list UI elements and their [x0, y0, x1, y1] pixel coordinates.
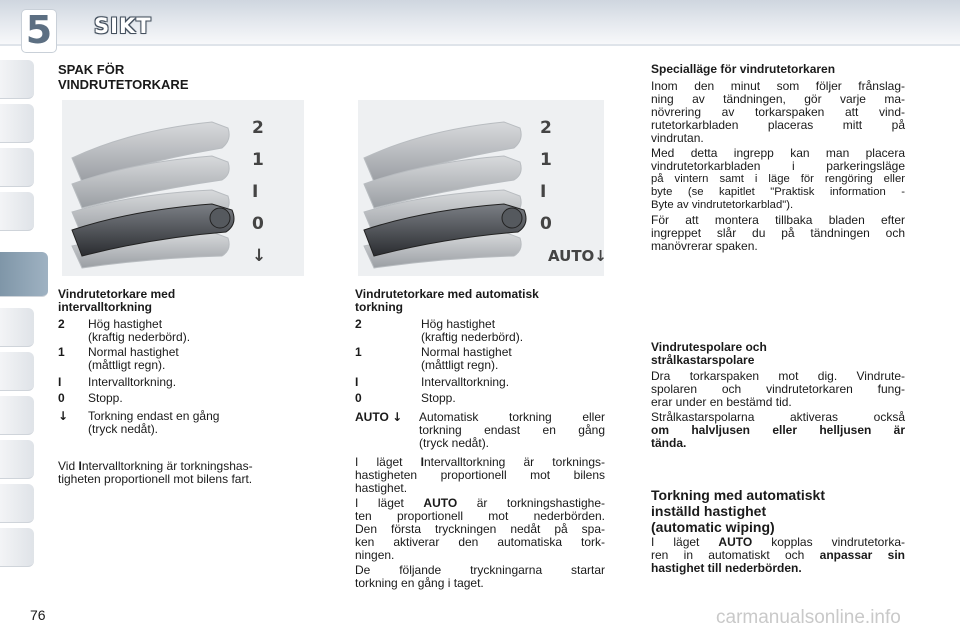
- chapter-tab[interactable]: [0, 308, 34, 347]
- para-text: på vintern samt i läge för rengöring eller: [651, 173, 905, 185]
- subheading-washer: [651, 341, 767, 367]
- auto-text-line: torkning endast en gång: [419, 423, 605, 437]
- position-label: 2: [252, 118, 264, 138]
- chapter-tab[interactable]: [0, 352, 34, 391]
- para-text: vindrutetorkarbladen i parkeringsläge: [651, 159, 905, 173]
- para-text: növrering av torkarspaken att vind-: [651, 105, 905, 119]
- para-text: I läget: [355, 496, 424, 510]
- special-mode-text: [651, 80, 905, 253]
- para-text: Dra torkarspaken mot dig. Vindrute-: [651, 369, 905, 383]
- list-item: [355, 346, 605, 372]
- heading-line: (automatic wiping): [651, 519, 775, 535]
- list-item: [58, 318, 308, 344]
- wiper-stalk-illustration-interval: [62, 100, 304, 276]
- list-item-key: 2: [58, 317, 65, 331]
- section-title: SIKT: [94, 14, 152, 38]
- subheading-interval: [58, 288, 175, 314]
- subheading-line: Vindrutetorkare med automatisk: [355, 287, 539, 301]
- list-item-text: Normal hastighet: [421, 345, 512, 359]
- para-text: Byte av vindrutetorkarblad").: [651, 199, 794, 211]
- heading-line: Torkning med automatiskt: [651, 487, 825, 503]
- para-text: Inom den minut som följer frånslag-: [651, 79, 905, 93]
- list-item-key: 0: [355, 391, 362, 405]
- position-label-auto: AUTO↓: [548, 247, 607, 265]
- para-text: torkning en gång i taget.: [355, 576, 484, 590]
- para-bold: hastighet till nederbörden.: [651, 561, 802, 575]
- list-item-text: Stopp.: [421, 391, 456, 405]
- auto-paragraphs: [355, 456, 605, 590]
- chapter-tab[interactable]: [0, 192, 34, 231]
- list-item: [58, 376, 308, 389]
- list-item-text: (tryck nedåt).: [88, 422, 159, 436]
- list-item-key: I: [355, 375, 359, 389]
- wiper-stalk-drawing: [62, 100, 304, 276]
- stalk-knob: [502, 208, 522, 228]
- chapter-tab[interactable]: [0, 528, 34, 567]
- para-text: Med detta ingrepp kan man placera: [651, 146, 905, 160]
- list-item-text: Stopp.: [88, 391, 123, 405]
- para-text: ten proportionell mot nederbörden.: [355, 509, 605, 523]
- list-item: [58, 410, 308, 436]
- list-item-key: 1: [58, 345, 65, 359]
- para-text: byte (se kapitlet "Praktisk information -: [651, 186, 905, 198]
- para-bold: om halvljusen eller helljusen är: [651, 423, 905, 437]
- para-text: manövrerar spaken.: [651, 239, 758, 253]
- watermark-text: carmanualsonline.info: [716, 607, 901, 628]
- para-text: För att montera tillbaka bladen efter: [651, 213, 905, 227]
- chapter-tab[interactable]: [0, 484, 34, 523]
- position-label: I: [540, 182, 547, 202]
- stalk-knob: [210, 208, 230, 228]
- chapter-tab-strip: [0, 46, 34, 586]
- down-arrow-icon: ↓: [58, 409, 69, 423]
- para-text: hastigheten proportionell mot bilens: [355, 468, 605, 482]
- list-item: [355, 318, 605, 344]
- interval-position-list: [58, 318, 308, 448]
- interval-note: [58, 460, 310, 486]
- subheading-line: Vindrutetorkare med: [58, 287, 176, 301]
- list-item-text: (kraftig nederbörd).: [88, 330, 191, 344]
- stalk-position-labels: [252, 112, 266, 272]
- down-arrow-icon: ↓: [392, 410, 403, 424]
- para-text: ingreppet slår du på tändningen och: [651, 226, 905, 240]
- para-text: erar under en bestämd tid.: [651, 395, 792, 409]
- note-text: tigheten proportionell mot bilens fart.: [58, 472, 253, 486]
- list-item-key: 0: [58, 391, 65, 405]
- list-item-text: Normal hastighet: [88, 345, 179, 359]
- para-text: ken aktiverar den automatiska tork-: [355, 535, 605, 549]
- position-label: ↓: [252, 246, 267, 266]
- heading-line: inställd hastighet: [651, 503, 767, 519]
- note-bold: I: [78, 459, 82, 473]
- chapter-tab[interactable]: [0, 104, 34, 143]
- list-item-text: (kraftig nederbörd).: [421, 330, 524, 344]
- para-text: I läget: [355, 455, 421, 469]
- position-label: 1: [252, 150, 264, 170]
- subheading-special: Specialläge för vindrutetorkaren: [651, 62, 836, 76]
- heading-automatic-wiping: [651, 487, 825, 535]
- list-item: [355, 376, 605, 389]
- auto-key-label: AUTO: [355, 410, 389, 424]
- para-text: ningen.: [355, 548, 395, 562]
- subheading-line: Vindrutespolare och: [651, 340, 767, 354]
- position-label: 0: [252, 214, 264, 234]
- position-label: I: [252, 182, 259, 202]
- position-label: 0: [540, 214, 552, 234]
- list-item: [355, 392, 605, 405]
- para-text: Den första tryckningen nedåt på spa-: [355, 522, 605, 536]
- subheading-line: intervalltorkning: [58, 300, 153, 314]
- para-bold: tända.: [651, 436, 687, 450]
- para-text: rutetorkarbladen placeras mitt på: [651, 118, 905, 132]
- para-text: ning av tändningen, gör varje ma-: [651, 92, 905, 106]
- list-item: [58, 346, 308, 372]
- list-item-text: (måttligt regn).: [421, 358, 499, 372]
- para-text: ntervalltorkning är torknings-: [423, 455, 605, 469]
- list-item-key: 2: [355, 317, 362, 331]
- list-item-text: Intervalltorkning.: [88, 375, 177, 389]
- para-text: I läget: [651, 535, 719, 549]
- para-text: är torkningshastighe-: [457, 496, 605, 510]
- list-item-text: Torkning endast en gång: [88, 409, 220, 423]
- para-text: spolaren och vindrutetorkaren fung-: [651, 382, 905, 396]
- main-heading: [58, 62, 189, 92]
- position-label: 1: [540, 150, 552, 170]
- para-bold: I: [420, 455, 424, 469]
- stalk-position-labels: [540, 112, 607, 272]
- subheading-auto: [355, 288, 539, 314]
- para-bold: anpassar sin: [819, 548, 905, 562]
- chapter-tab[interactable]: [0, 148, 34, 187]
- note-text: Vid: [58, 459, 79, 473]
- auto-item-text: [419, 411, 605, 450]
- subheading-line: strålkastarspolare: [651, 353, 755, 367]
- note-text: ntervalltorkning är torkningshas-: [81, 459, 253, 473]
- automatic-wiping-text: [651, 536, 905, 575]
- para-bold: AUTO: [718, 535, 753, 549]
- auto-text-line: Automatisk torkning eller: [419, 410, 605, 424]
- para-text: Strålkastarspolarna aktiveras också: [651, 410, 905, 424]
- auto-item: [355, 411, 605, 453]
- header-divider: [0, 44, 960, 46]
- chapter-tab[interactable]: [0, 60, 34, 99]
- para-text: hastighet.: [355, 481, 408, 495]
- auto-position-list: [355, 318, 605, 410]
- chapter-tab[interactable]: [0, 396, 34, 435]
- chapter-tab[interactable]: [0, 440, 34, 479]
- auto-text-line: (tryck nedåt).: [419, 436, 490, 450]
- page-number: 76: [30, 607, 46, 623]
- para-text: ren in automatiskt och: [651, 548, 820, 562]
- washer-text: [651, 370, 905, 450]
- position-label: 2: [540, 118, 552, 138]
- list-item-text: Hög hastighet: [421, 317, 496, 331]
- chapter-tab-active[interactable]: [0, 252, 48, 297]
- list-item-text: Hög hastighet: [88, 317, 163, 331]
- chapter-number: 5: [25, 8, 53, 52]
- list-item-key: I: [58, 375, 62, 389]
- para-text: kopplas vindrutetorka-: [752, 535, 905, 549]
- list-item-text: Intervalltorkning.: [421, 375, 510, 389]
- subheading-line: torkning: [355, 300, 403, 314]
- para-text: De följande tryckningarna startar: [355, 563, 605, 577]
- main-heading-line: SPAK FÖR: [58, 62, 125, 77]
- para-bold: AUTO: [423, 496, 458, 510]
- para-text: vindrutan.: [651, 131, 704, 145]
- list-item-key: 1: [355, 345, 362, 359]
- list-item-text: (måttligt regn).: [88, 358, 166, 372]
- main-heading-line: VINDRUTETORKARE: [58, 77, 189, 92]
- list-item: [58, 392, 308, 405]
